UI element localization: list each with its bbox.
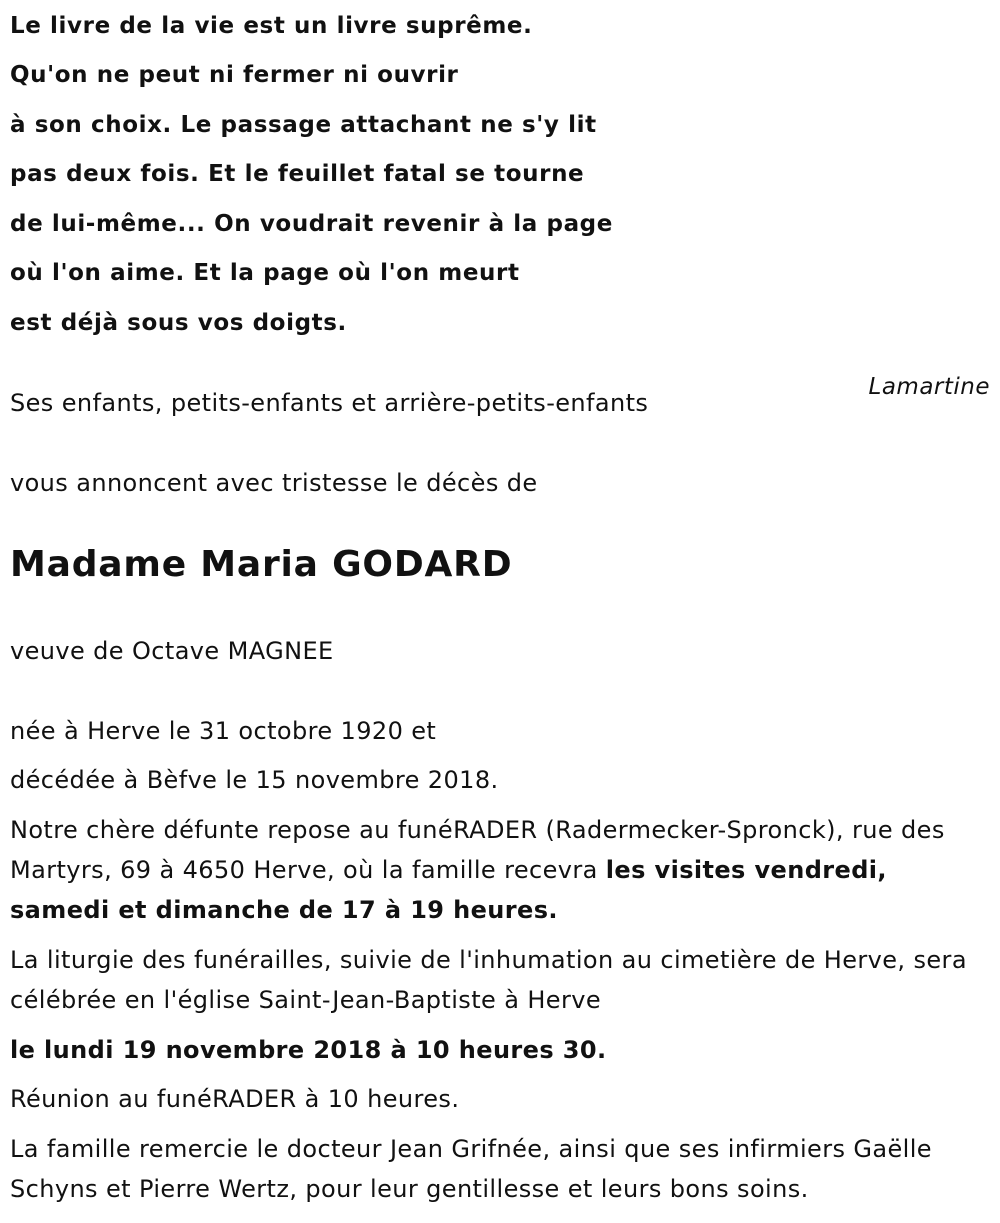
visitation-paragraph xyxy=(10,810,985,930)
poem-line: où l'on aime. Et la page où l'on meurt xyxy=(10,260,520,286)
meeting-line: Réunion au funéRADER à 10 heures. xyxy=(10,1085,460,1113)
visitation-hours: les visites vendredi, samedi et dimanche de 17 à 19 heures. xyxy=(10,856,887,924)
visitation-text: Notre chère défunte repose au funéRADER (Radermecker-Spronck), rue des Martyrs, 69 à 4650 Herve, où la famille recevra xyxy=(10,816,945,884)
poem-author: Lamartine xyxy=(868,374,990,400)
funeral-paragraph: La liturgie des funérailles, suivie de l'inhumation au cimetière de Herve, sera célébrée en l'église Saint-Jean-Baptiste à Herve xyxy=(10,946,967,1014)
poem-line: à son choix. Le passage attachant ne s'y lit xyxy=(10,112,597,138)
birth-line: née à Herve le 31 octobre 1920 et xyxy=(10,717,437,745)
thanks-paragraph: La famille remercie le docteur Jean Grifnée, ainsi que ses infirmiers Gaëlle Schyns et Pierre Wertz, pour leur gentillesse et leurs bons soins. xyxy=(10,1135,932,1203)
poem-line: est déjà sous vos doigts. xyxy=(10,310,347,336)
death-line: décédée à Bèfve le 15 novembre 2018. xyxy=(10,766,499,794)
poem-line: pas deux fois. Et le feuillet fatal se tourne xyxy=(10,161,585,187)
funeral-date: le lundi 19 novembre 2018 à 10 heures 30. xyxy=(10,1036,607,1064)
family-line: Ses enfants, petits-enfants et arrière-petits-enfants xyxy=(10,389,649,417)
intro-line: vous annoncent avec tristesse le décès de xyxy=(10,469,538,497)
poem-line: Le livre de la vie est un livre suprême. xyxy=(10,13,533,39)
deceased-name: Madame Maria GODARD xyxy=(10,544,513,585)
poem-line: de lui-même... On voudrait revenir à la page xyxy=(10,211,613,237)
poem-line: Qu'on ne peut ni fermer ni ouvrir xyxy=(10,62,459,88)
widow-line: veuve de Octave MAGNEE xyxy=(10,637,334,665)
